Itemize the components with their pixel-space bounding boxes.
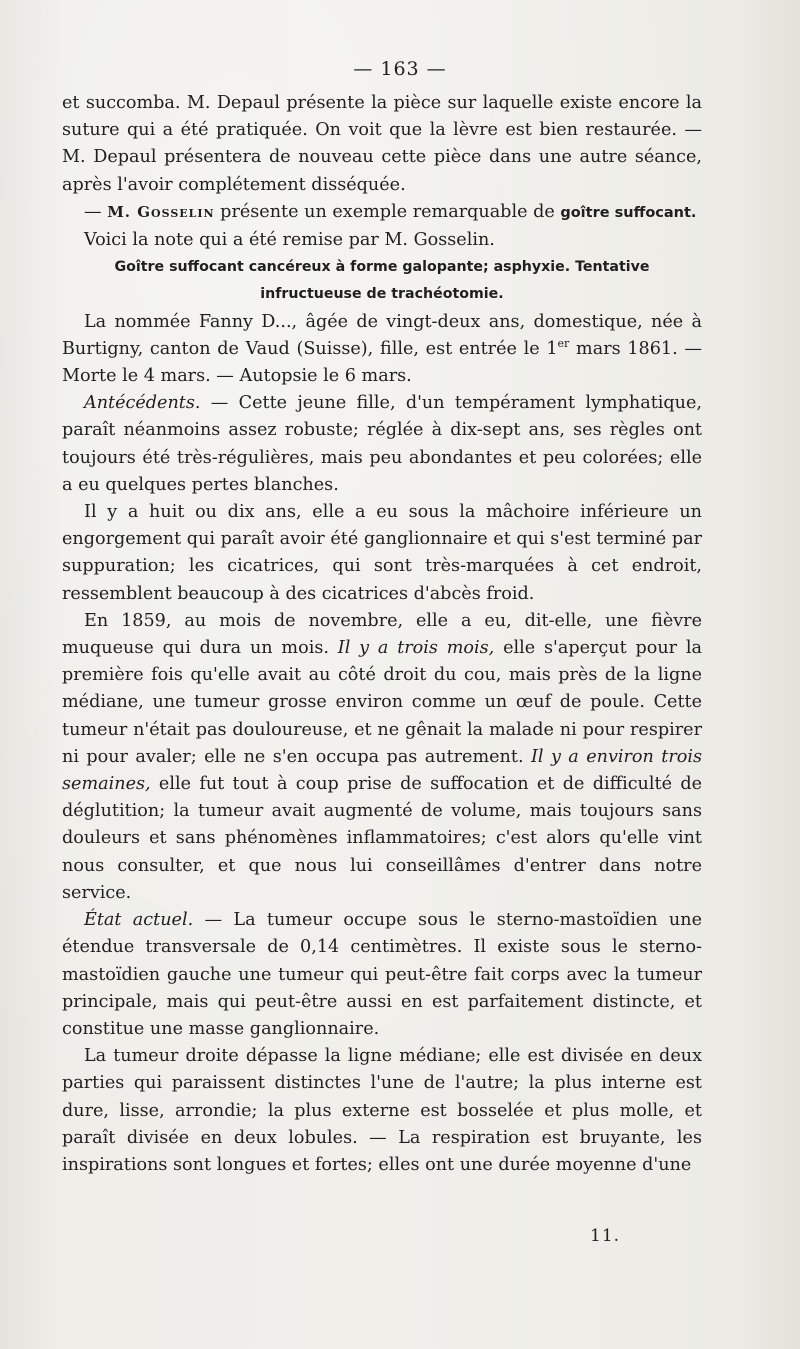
onset-italic-2: Il y a environ trois semaines,: [62, 746, 702, 795]
paragraph-continuation: et succomba. M. Depaul présente la pièce sur laquelle existe encore la suture qui a été pratiquée. On voit que la lèvre est bien restaurée. — M. Depaul présentera de nouveau cette pièce dans une autre séance, après l'avoir complétement disséquée.: [62, 93, 702, 195]
onset-text-a: En 1859, au mois de novembre, elle a eu, dit-elle, une fièvre muqueuse qui dura un mois.: [62, 610, 702, 659]
paragraph-antecedents: [62, 390, 702, 499]
intro-text: présente un exemple remarquable de: [214, 201, 561, 222]
paragraph-tumor-description: La tumeur droite dépasse la ligne médiane; elle est divisée en deux parties qui paraissent distinctes l'une de l'autre; la plus interne est dure, lisse, arrondie; la plus externe est bosselée et plus molle, et paraît divisée en deux lobules. — La respiration est bruyante, les inspirations sont longues et fortes; elles ont une durée moyenne d'une: [62, 1046, 702, 1175]
paragraph-current-state: [62, 907, 702, 1043]
current-state-text: — La tumeur occupe sous le sterno-mastoïdien une étendue transversale de 0,14 centimètres. Il existe sous le sterno-mastoïdien gauche une tumeur qui peut-être fait corps avec la tumeur principale, mais qui peut-être aussi en est parfaitement distincte, et constitue une masse ganglionnaire.: [62, 910, 702, 1039]
label-etat-actuel: État actuel.: [84, 910, 194, 931]
term-goitre: goître suffocant.: [560, 204, 697, 221]
antecedents-text: — Cette jeune fille, d'un tempérament lymphatique, paraît néanmoins assez robuste; réglée à dix-sept ans, ses règles ont toujours été très-régulières, mais peu abondantes et peu colorées; elle a eu quelques pertes blanches.: [62, 393, 702, 495]
paragraph-onset: [62, 608, 702, 907]
author-name: M. Gosselin: [107, 202, 215, 221]
paragraph-gosselin-intro: [62, 199, 702, 227]
onset-text-b: elle s'aperçut pour la première fois qu'elle avait au côté droit du cou, mais près de la ligne médiane, une tumeur grosse environ comme un œuf de poule. Cette tumeur n'était pas douloureuse, et ne gênait la malade ni pour respirer ni pour avaler; elle ne s'en occupa pas autrement.: [62, 638, 702, 767]
onset-italic-1: Il y a trois mois,: [337, 638, 495, 659]
label-antecedents: Antécédents.: [84, 393, 201, 414]
heading-line-2: infructueuse de trachéotomie.: [260, 286, 504, 303]
paragraph-note: Voici la note qui a été remise par M. Gosselin.: [84, 230, 495, 251]
paragraph-patient: [62, 309, 702, 391]
dash: —: [84, 201, 108, 222]
heading-line-1: Goître suffocant cancéreux à forme galopante; asphyxie. Tentative: [114, 259, 650, 276]
page-number: — 163 —: [353, 58, 447, 80]
patient-text-b: mars 1861. — Morte le 4 mars. — Autopsie le 6 mars.: [62, 338, 702, 387]
body-text: [62, 90, 702, 1179]
patient-text-a: La nommée Fanny D..., âgée de vingt-deux ans, domestique, née à Burtigny, canton de Vaud (Suisse), fille, est entrée le 1: [62, 311, 702, 359]
signature-mark: 11.: [590, 1226, 621, 1246]
superscript-er: er: [557, 336, 570, 350]
section-heading: [62, 254, 702, 308]
paragraph-history: Il y a huit ou dix ans, elle a eu sous la mâchoire inférieure un engorgement qui paraît avoir été ganglionnaire et qui s'est terminé par suppuration; les cicatrices, qui sont très-marquées à cet endroit, ressemblent beaucoup à des cicatrices d'abcès froid.: [62, 502, 702, 604]
onset-text-c: elle fut tout à coup prise de suffocation et de difficulté de déglutition; la tumeur avait augmenté de volume, mais toujours sans douleurs et sans phénomènes inflammatoires; c'est alors qu'elle vint nous consulter, et que nous lui conseillâmes d'entrer dans notre service.: [62, 774, 702, 903]
